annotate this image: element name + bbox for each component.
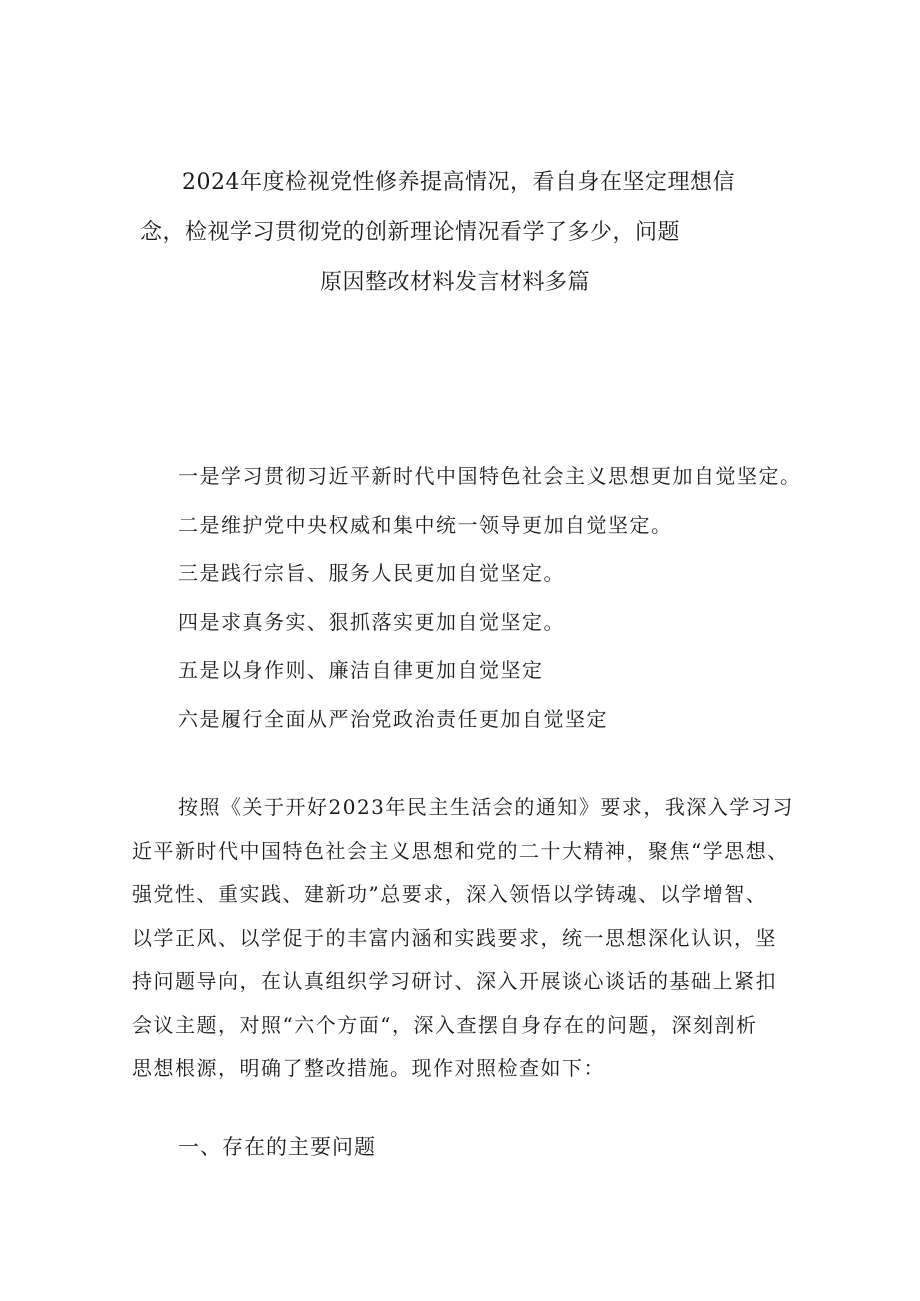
section-heading: 一、存在的主要问题	[178, 1135, 376, 1159]
key-point-2: 二是维护党中央权威和集中统一领导更加自觉坚定。	[178, 512, 673, 537]
key-point-6: 六是履行全面从严治党政治责任更加自觉坚定	[178, 706, 608, 731]
key-point-5: 五是以身作则、廉洁自律更加自觉坚定	[178, 658, 544, 682]
paragraph-line-5: 持问题导向，在认真组织学习研讨、深入开展谈心谈话的基础上紧扣	[132, 969, 777, 993]
paragraph-line-4: 以学正风、以学促于的丰富内涵和实践要求，统一思想深化认识，坚	[132, 925, 777, 950]
paragraph-line-6: 会议主题，对照“六个方面“，深入查摆自身存在的问题，深刻剖析	[132, 1012, 758, 1037]
paragraph-line-1: 按照《关于开好2023年民主生活会的通知》要求，我深入学习习	[178, 795, 794, 819]
paragraph-line-2: 近平新时代中国特色社会主义思想和党的二十大精神，聚焦“学思想、	[132, 838, 789, 863]
key-point-3: 三是践行宗旨、服务人民更加自觉坚定。	[178, 561, 565, 585]
intro-paragraph	[132, 786, 812, 1091]
document-title-line-2: 念，检视学习贯彻党的创新理论情况看学了多少，问题	[140, 220, 681, 245]
paragraph-line-3: 强党性、重实践、建新功”总要求，深入领悟以学铸魂、以学增智、	[132, 882, 768, 906]
key-point-1: 一是学习贯彻习近平新时代中国特色社会主义思想更加自觉坚定。	[178, 464, 802, 488]
paragraph-line-7: 思想根源，明确了整改措施。现作对照检查如下：	[132, 1056, 605, 1080]
key-point-4: 四是求真务实、狠抓落实更加自觉坚定。	[178, 609, 565, 634]
key-points-list	[178, 452, 878, 743]
document-title-line-3: 原因整改材料发言材料多篇	[320, 270, 591, 295]
document-title-line-1: 2024年度检视党性修养提高情况，看自身在坚定理想信	[182, 170, 735, 195]
